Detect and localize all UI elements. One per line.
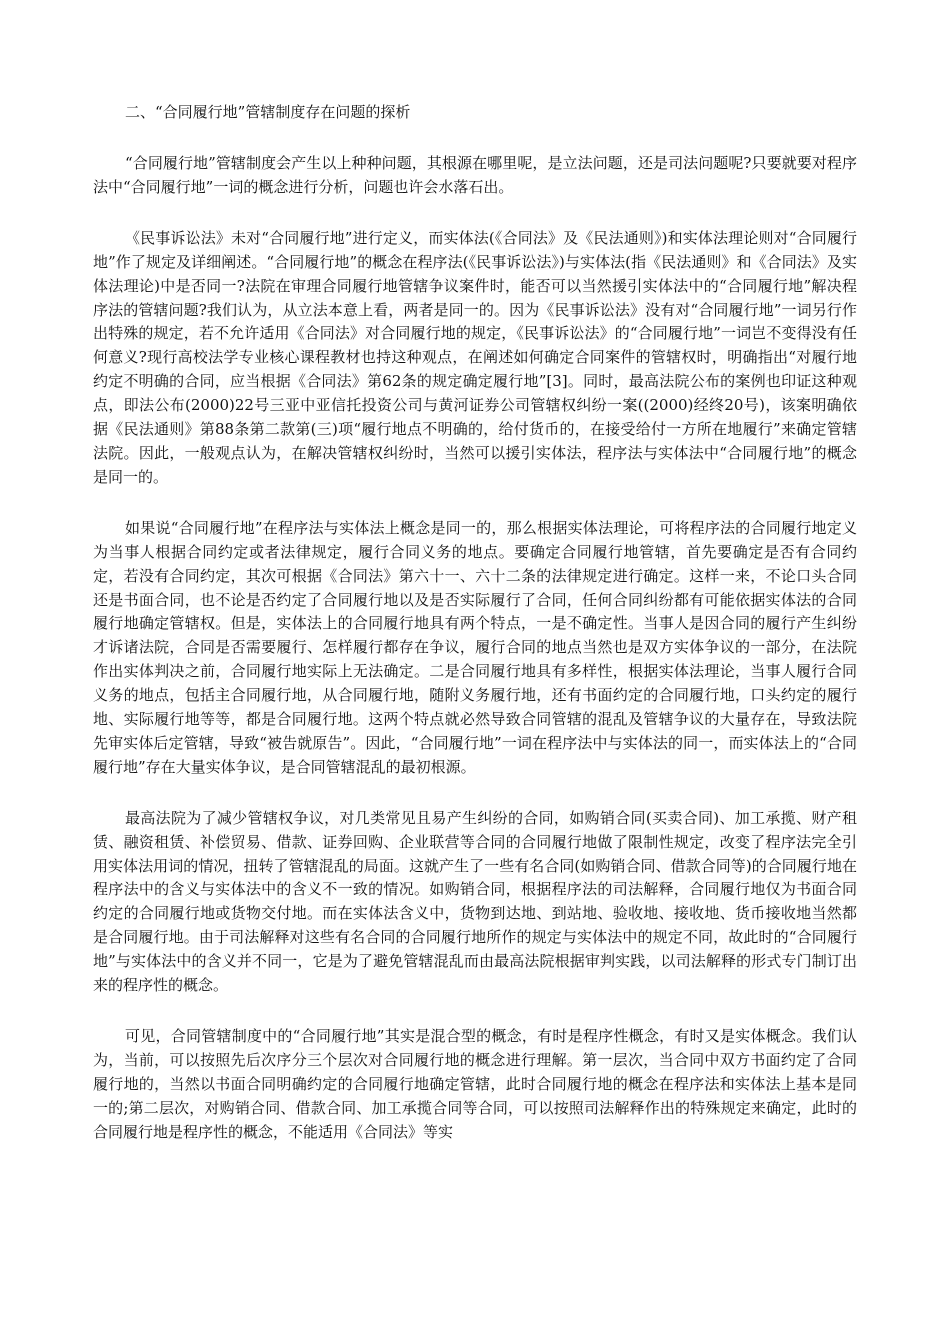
paragraph-3: 如果说“合同履行地”在程序法与实体法上概念是同一的，那么根据实体法理论，可将程序法的合同履行地定义为当事人根据合同约定或者法律规定，履行合同义务的地点。要确定合同履行地管辖，首先要确定是否有合同约定，若没有合同约定，其次可根据《合同法》第六十一、六十二条的法律规定进行确定。这样一来，不论口头合同还是书面合同，也不论是否约定了合同履行地以及是否实际履行了合同，任何合同纠纷都有可能依据实体法的合同履行地确定管辖权。但是，实体法上的合同履行地具有两个特点，一是不确定性。当事人是因合同的履行产生纠纷才诉诸法院，合同是否需要履行、怎样履行都存在争议，履行合同的地点当然也是双方实体争议的一部分，在法院作出实体判决之前，合同履行地实际上无法确定。二是合同履行地具有多样性，根据实体法理论，当事人履行合同义务的地点，包括主合同履行地，从合同履行地，随附义务履行地，还有书面约定的合同履行地，口头约定的履行地、实际履行地等等，都是合同履行地。这两个特点就必然导致合同管辖的混乱及管辖争议的大量存在，导致法院先审实体后定管辖，导致“被告就原告”。因此，“合同履行地”一词在程序法中与实体法的同一，而实体法上的“合同履行地”存在大量实体争议，是合同管辖混乱的最初根源。 (93, 518, 857, 776)
paragraph-4: 最高法院为了减少管辖权争议，对几类常见且易产生纠纷的合同，如购销合同(买卖合同)、加工承揽、财产租赁、融资租赁、补偿贸易、借款、证券回购、企业联营等合同的合同履行地做了限制性规定，改变了程序法完全引用实体法用词的情况，扭转了管辖混乱的局面。这就产生了一些有名合同(如购销合同、借款合同等)的合同履行地在程序法中的含义与实体法中的含义不一致的情况。如购销合同，根据程序法的司法解释，合同履行地仅为书面合同约定的合同履行地或货物交付地。而在实体法含义中，货物到达地、到站地、验收地、接收地、货币接收地当然都是合同履行地。由于司法解释对这些有名合同的合同履行地所作的规定与实体法中的规定不同，故此时的“合同履行地”与实体法中的含义并不同一，它是为了避免管辖混乱而由最高法院根据审判实践，以司法解释的形式专门制订出来的程序性的概念。 (93, 808, 857, 995)
document-page (93, 100, 857, 1172)
paragraph-5: 可见，合同管辖制度中的“合同履行地”其实是混合型的概念，有时是程序性概念，有时又是实体概念。我们认为，当前，可以按照先后次序分三个层次对合同履行地的概念进行理解。第一层次，当合同中双方书面约定了合同履行地的，当然以书面合同明确约定的合同履行地确定管辖，此时合同履行地的概念在程序法和实体法上基本是同一的;第二层次，对购销合同、借款合同、加工承揽合同等合同，可以按照司法解释作出的特殊规定来确定，此时的合同履行地是程序性的概念，不能适用《合同法》等实 (93, 1027, 857, 1141)
paragraph-1: “合同履行地”管辖制度会产生以上种种问题，其根源在哪里呢，是立法问题，还是司法问题呢?只要就要对程序法中“合同履行地”一词的概念进行分析，问题也许会水落石出。 (93, 154, 857, 196)
paragraph-2: 《民事诉讼法》未对“合同履行地”进行定义，而实体法(《合同法》及《民法通则》)和实体法理论则对“合同履行地”作了规定及详细阐述。“合同履行地”的概念在程序法(《民事诉讼法》)与实体法(指《民法通则》和《合同法》及实体法理论)中是否同一?法院在审理合同履行地管辖争议案件时，能否可以当然援引实体法中的“合同履行地”解决程序法的管辖问题?我们认为，从立法本意上看，两者是同一的。因为《民事诉讼法》没有对“合同履行地”一词另行作出特殊的规定，若不允许适用《合同法》对合同履行地的规定，《民事诉讼法》的“合同履行地”一词岂不变得没有任何意义?现行高校法学专业核心课程教材也持这种观点，在阐述如何确定合同案件的管辖权时，明确指出“对履行地约定不明确的合同，应当根据《合同法》第62条的规定确定履行地”[3]。同时，最高法院公布的案例也印证这种观点，即法公布(2000)22号三亚中亚信托投资公司与黄河证券公司管辖权纠纷一案((2000)经终20号)，该案明确依据《民法通则》第88条第二款第(三)项“履行地点不明确的，给付货币的，在接受给付一方所在地履行”来确定管辖法院。因此，一般观点认为，在解决管辖权纠纷时，当然可以援引实体法，程序法与实体法中“合同履行地”的概念是同一的。 (93, 228, 857, 486)
section-heading: 二、“合同履行地”管辖制度存在问题的探析 (125, 103, 411, 121)
